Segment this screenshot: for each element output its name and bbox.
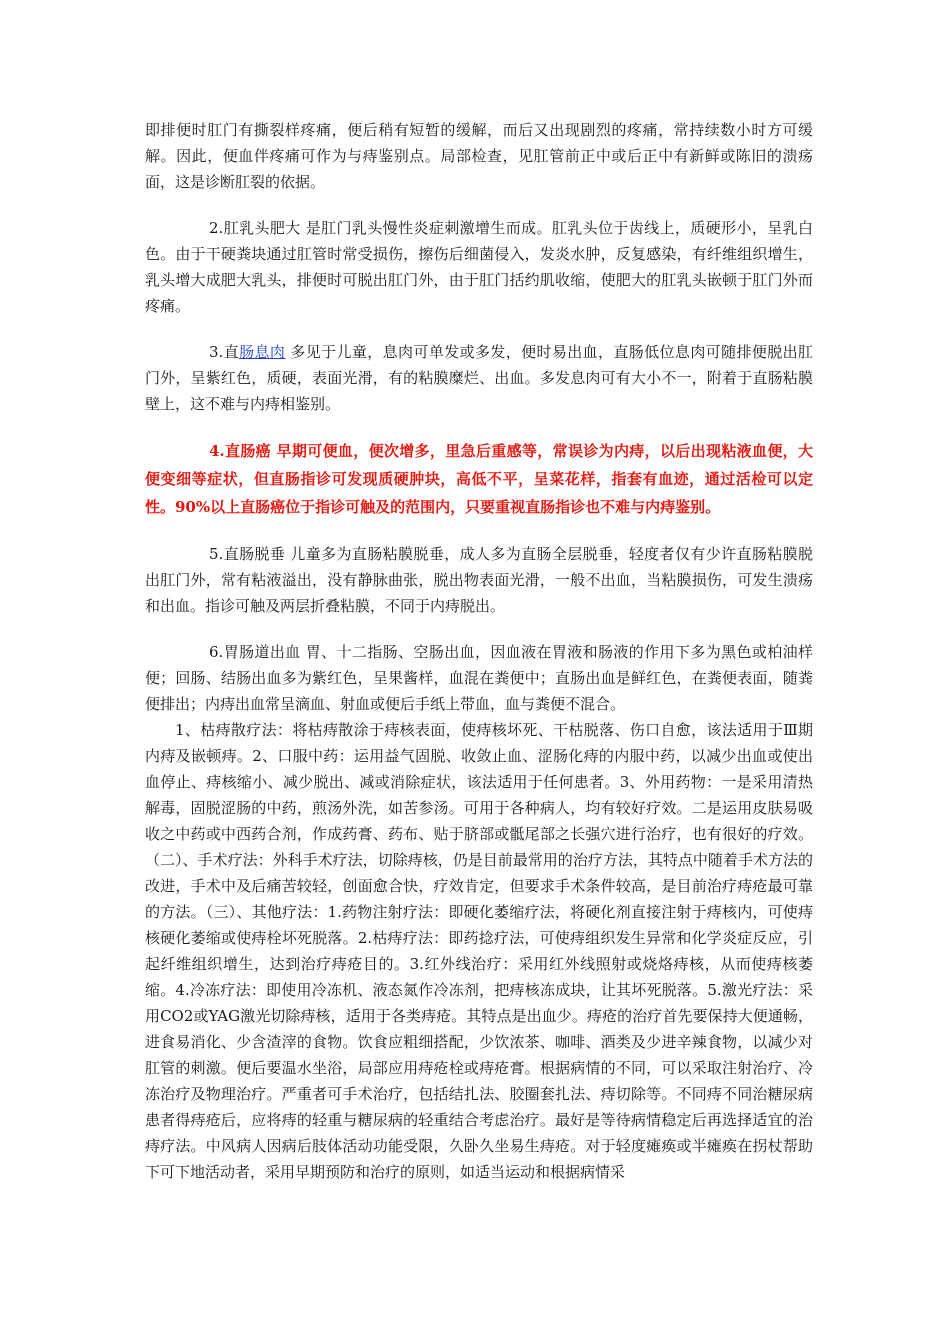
rectal-polyp-text: 多见于儿童，息肉可单发或多发，便时易出血，直肠低位息肉可随排便脱出肛门外，呈紫红色，质硬，表面光滑，有的粘膜糜烂、出血。多发息肉可有大小不一，附着于直肠粘膜壁上，这不难与内痔相鉴别。 (145, 343, 813, 413)
paragraph-rectal-polyp (145, 339, 813, 417)
paragraph-anal-fissure-continued: 即排便时肛门有撕裂样疼痛，便后稍有短暂的缓解，而后又出现剧烈的疼痛，常持续数小时方可缓解。因此，便血伴疼痛可作为与痔鉴别点。局部检查，见肛管前正中或后正中有新鲜或陈旧的溃疡面，这是诊断肛裂的依据。 (145, 121, 813, 191)
paragraph-treatment-methods: 1、枯痔散疗法：将枯痔散涂于痔核表面，使痔核坏死、干枯脱落、伤口自愈，该法适用于Ⅲ期内痔及嵌顿痔。2、口服中药：运用益气固脱、收敛止血、涩肠化痔的内服中药，以减少出血或使出血停止、痔核缩小、减少脱出、减或消除症状，该法适用于任何患者。3、外用药物：一是采用清热解毒，固脱涩肠的中药，煎汤外洗，如苦参汤。可用于各种病人，均有较好疗效。二是运用皮肤易吸收之中药或中西药合剂，作成药膏、药布、贴于脐部或骶尾部之长强穴进行治疗，也有很好的疗效。（二）、手术疗法：外科手术疗法，切除痔核，仍是目前最常用的治疗方法，其特点中随着手术方法的改进，手术中及后痛苦较轻，创面愈合快，疗效肯定，但要求手术条件较高，是目前治疗痔疮最可靠的方法。（三）、其他疗法：1.药物注射疗法：即硬化萎缩疗法，将硬化剂直接注射于痔核内，可使痔核硬化萎缩或使痔栓坏死脱落。2.枯痔疗法：即药捻疗法，可使痔组织发生异常和化学炎症反应，引起纤维组织增生，达到治疗痔疮目的。3.红外线治疗：采用红外线照射或烧烙痔核，从而使痔核萎缩。4.冷冻疗法：即使用冷冻机、液态氮作冷冻剂，把痔核冻成块，让其坏死脱落。5.激光疗法：采用CO2或YAG激光切除痔核，适用于各类痔疮。其特点是出血少。痔疮的治疗首先要保持大便通畅，进食易消化、少含渣滓的食物。饮食应粗细搭配，少饮浓茶、咖啡、酒类及少进辛辣食物，以减少对肛管的刺激。便后要温水坐浴，局部应用痔疮栓或痔疮膏。根据病情的不同，可以采取注射治疗、冷冻治疗及物理治疗。严重者可手术治疗，包括结扎法、胶圈套扎法、痔切除等。不同痔不同治糖尿病患者得痔疮后，应将痔的轻重与糖尿病的轻重结合考虑治疗。最好是等待病情稳定后再选择适宜的治痔疗法。中风病人因病后肢体活动功能受限，久卧久坐易生痔疮。对于轻度瘫痪或半瘫痪在拐杖帮助下可下地活动者，采用早期预防和治疗的原则，如适当运动和根据病情采 (145, 721, 813, 1181)
paragraph-rectal-prolapse: 5.直肠脱垂 儿童多为直肠粘膜脱垂，成人多为直肠全层脱垂，轻度者仅有少许直肠粘膜脱出肛门外，常有粘液溢出，没有静脉曲张，脱出物表面光滑，一般不出血，当粘膜损伤，可发生溃疡和出血。指诊可触及两层折叠粘膜，不同于内痔脱出。 (145, 545, 813, 615)
rectal-polyp-prefix: 3.直 (209, 343, 240, 361)
paragraph-anal-papilla-hypertrophy: 2.肛乳头肥大 是肛门乳头慢性炎症刺激增生而成。肛乳头位于齿线上，质硬形小，呈乳白色。由于干硬粪块通过肛管时常受损伤，擦伤后细菌侵入，发炎水肿，反复感染，有纤维组织增生，乳头增大成肥大乳头，排便时可脱出肛门外，由于肛门括约肌收缩，使肥大的肛乳头嵌顿于肛门外而疼痛。 (145, 219, 813, 315)
polyp-link[interactable]: 肠息肉 (239, 343, 286, 361)
paragraph-gi-bleeding: 6.胃肠道出血 胃、十二指肠、空肠出血，因血液在胃液和肠液的作用下多为黑色或柏油样便；回肠、结肠出血多为紫红色，呈果酱样，血混在粪便中；直肠出血是鲜红色，在粪便表面，随粪便排出；内痔出血常呈滴血、射血或便后手纸上带血，血与粪便不混合。 (145, 643, 813, 713)
paragraph-rectal-cancer-highlight: 4.直肠癌 早期可便血，便次增多，里急后重感等，常误诊为内痔，以后出现粘液血便，大便变细等症状，但直肠指诊可发现质硬肿块，高低不平，呈菜花样，指套有血迹，通过活检可以定性。90%以上直肠癌位于指诊可触及的范围内，只要重视直肠指诊也不难与内痔鉴别。 (145, 442, 813, 516)
document-page (145, 117, 813, 1185)
